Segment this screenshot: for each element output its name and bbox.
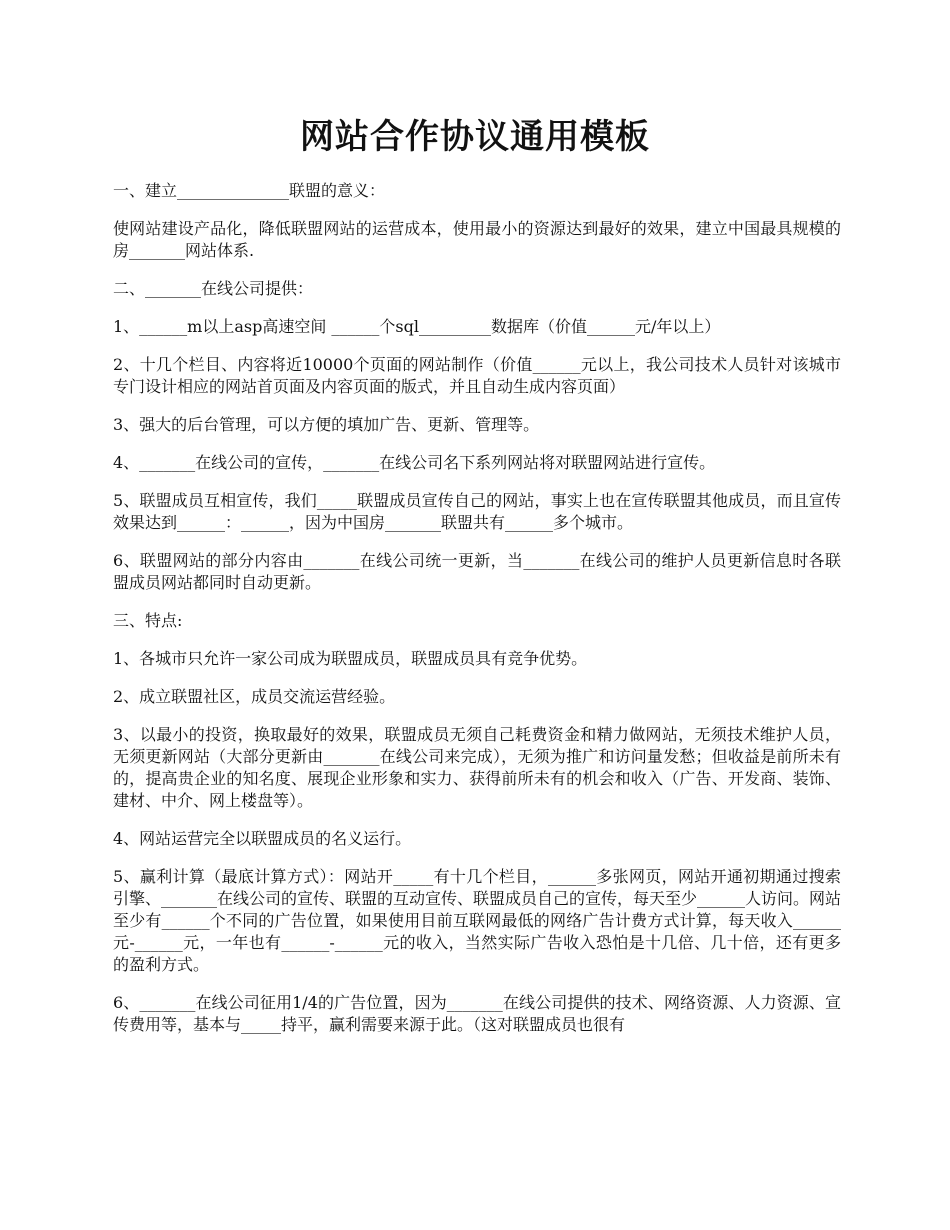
list-item: 6、联盟网站的部分内容由_______在线公司统一更新，当_______在线公司的维护人员更新信息时各联盟成员网站都同时自动更新。 xyxy=(113,551,841,592)
list-item: 3、强大的后台管理，可以方便的填加广告、更新、管理等。 xyxy=(113,415,540,434)
paragraph: 使网站建设产品化，降低联盟网站的运营成本，使用最小的资源达到最好的效果，建立中国最具规模的房_______网站体系. xyxy=(113,219,841,260)
list-item: 1、______m以上asp高速空间 ______个sql_________数据库（价值______元/年以上） xyxy=(113,317,721,336)
document-body xyxy=(113,180,841,1052)
document-title: 网站合作协议通用模板 xyxy=(300,117,650,157)
list-item: 5、联盟成员互相宣传，我们_____联盟成员宣传自己的网站，事实上也在宣传联盟其他成员，而且宣传效果达到______：______，因为中国房_______联盟共有______多个城市。 xyxy=(113,491,841,532)
list-item: 4、_______在线公司的宣传，_______在线公司名下系列网站将对联盟网站进行宣传。 xyxy=(113,453,716,472)
list-item: 6、_______在线公司征用1/4的广告位置，因为_______在线公司提供的技术、网络资源、人力资源、宣传费用等，基本与_____持平，赢利需要来源于此。（这对联盟成员也很有 xyxy=(113,993,841,1034)
list-item: 3、以最小的投资，换取最好的效果，联盟成员无须自己耗费资金和精力做网站，无须技术维护人员，无须更新网站（大部分更新由_______在线公司来完成），无须为推广和访问量发愁；但收益是前所未有的，提高贵企业的知名度、展现企业形象和实力、获得前所未有的机会和收入（广告、开发商、装饰、建材、中介、网上楼盘等）。 xyxy=(113,725,841,810)
list-item: 2、十几个栏目、内容将近10000个页面的网站制作（价值______元以上，我公司技术人员针对该城市专门设计相应的网站首页面及内容页面的版式，并且自动生成内容页面） xyxy=(113,355,841,396)
list-item: 2、成立联盟社区，成员交流运营经验。 xyxy=(113,687,396,706)
section-heading-3: 三、特点: xyxy=(113,611,183,630)
list-item: 5、赢利计算（最底计算方式）：网站开_____有十几个栏目，______多张网页，网站开通初期通过搜索引擎、_______在线公司的宣传、联盟的互动宣传、联盟成员自己的宣传，每天至少______人访问。网站至少有______个不同的广告位置，如果使用目前互联网最低的网络广告计费方式计算，每天收入______元-______元，一年也有______-______元的收入，当然实际广告收入恐怕是十几倍、几十倍，还有更多的盈利方式。 xyxy=(113,867,842,974)
list-item: 1、各城市只允许一家公司成为联盟成员，联盟成员具有竞争优势。 xyxy=(113,649,588,668)
section-heading-1: 一、建立______________联盟的意义： xyxy=(113,181,386,200)
list-item: 4、网站运营完全以联盟成员的名义运行。 xyxy=(113,829,412,848)
section-heading-2: 二、_______在线公司提供： xyxy=(113,279,314,298)
